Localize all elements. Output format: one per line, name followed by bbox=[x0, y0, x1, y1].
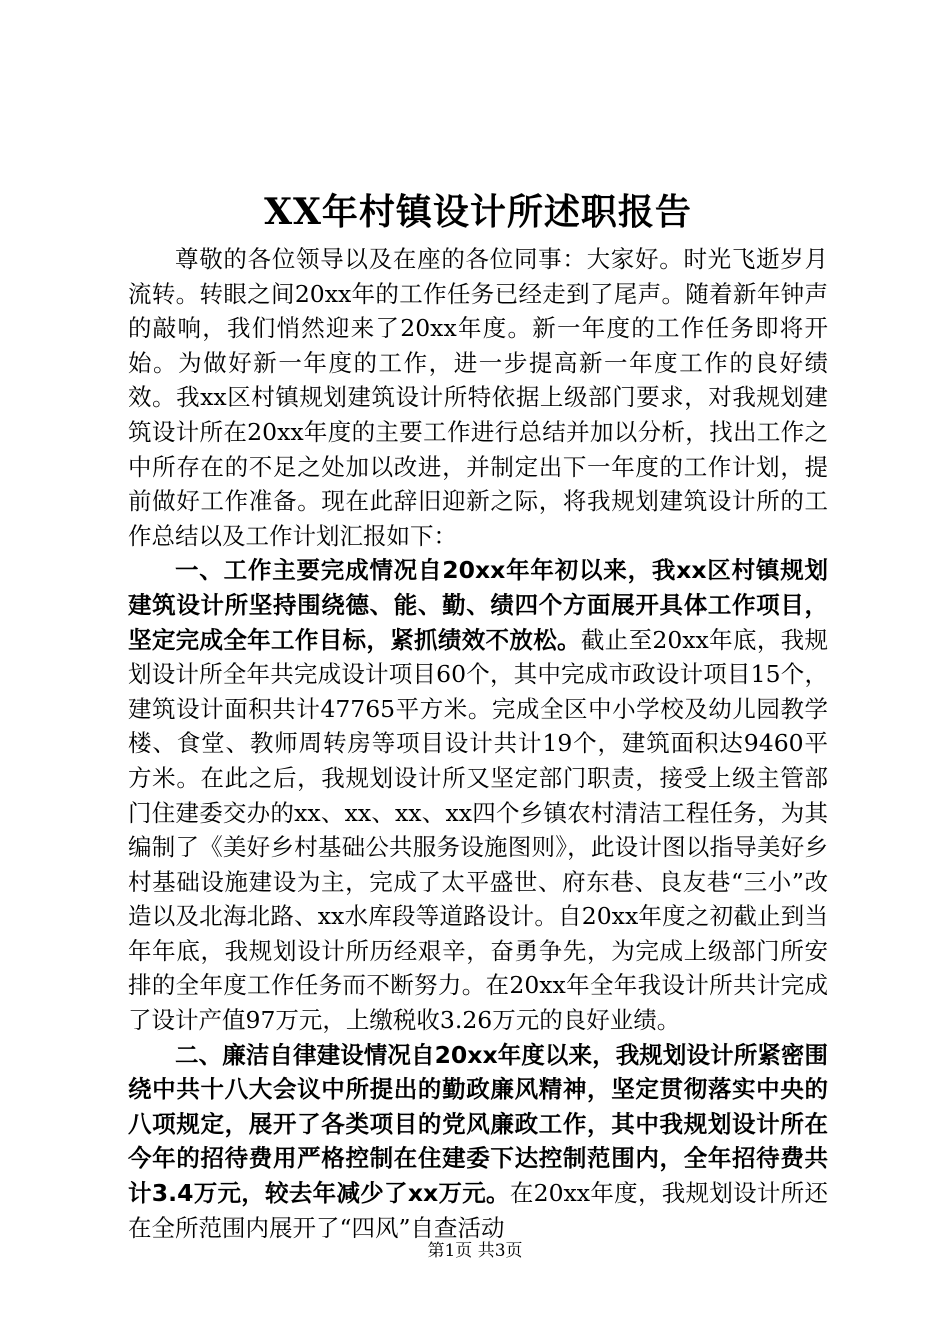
section-2-heading: 二、廉洁自律建设情况自20xx年度以来，我规划设计所紧密围绕中共十八大会议中所提出的勤政廉风精神，坚定贯彻落实中央的八项规定，展开了各类项目的党风廉政工作，其中我规划设计所在今年的招待费用严格控制在住建委下达控制范围内，全年招待费共计3.4万元，较去年减少了xx万元。 bbox=[128, 1040, 828, 1208]
section-1-heading: 一、工作主要完成情况自20xx年年初以来，我xx区村镇规划建筑设计所坚持围绕德、能、勤、绩四个方面展开具体工作项目，坚定完成全年工作目标，紧抓绩效不放松。 bbox=[128, 556, 828, 654]
section-1-body: 截止至20xx年底，我规划设计所全年共完成设计项目60个，其中完成市政设计项目15个，建筑设计面积共计47765平方米。完成全区中小学校及幼儿园教学楼、食堂、教师周转房等项目设计共计19个，建筑面积达9460平方米。在此之后，我规划设计所又坚定部门职责，接受上级主管部门住建委交办的xx、xx、xx、xx四个乡镇农村清洁工程任务，为其编制了《美好乡村基础公共服务设施图则》，此设计图以指导美好乡村基础设施建设为主，完成了太平盛世、府东巷、良友巷“三小”改造以及北海北路、xx水库段等道路设计。自20xx年度之初截止到当年年底，我规划设计所历经艰辛，奋勇争先，为完成上级部门所安排的全年度工作任务而不断努力。在20xx年全年我设计所共计完成了设计产值97万元，上缴税收3.26万元的良好业绩。 bbox=[128, 625, 828, 1035]
section-2-paragraph bbox=[128, 1038, 828, 1246]
intro-paragraph: 尊敬的各位领导以及在座的各位同事：大家好。时光飞逝岁月流转。转眼之间20xx年的工作任务已经走到了尾声。随着新年钟声的敲响，我们悄然迎来了20xx年度。新一年度的工作任务即将开始。为做好新一年度的工作，进一步提高新一年度工作的良好绩效。我xx区村镇规划建筑设计所特依据上级部门要求，对我规划建筑设计所在20xx年度的主要工作进行总结并加以分析，找出工作之中所存在的不足之处加以改进，并制定出下一年度的工作计划，提前做好工作准备。现在此辞旧迎新之际，将我规划建筑设计所的工作总结以及工作计划汇报如下： bbox=[128, 245, 828, 550]
section-2-body: 在20xx年度，我规划设计所还在全所范围内展开了“四风”自查活动 bbox=[128, 1179, 828, 1242]
page-footer: 第1页 共3页 bbox=[427, 1241, 523, 1261]
document-title: XX年村镇设计所述职报告 bbox=[264, 191, 692, 233]
section-1-paragraph bbox=[128, 553, 828, 1037]
